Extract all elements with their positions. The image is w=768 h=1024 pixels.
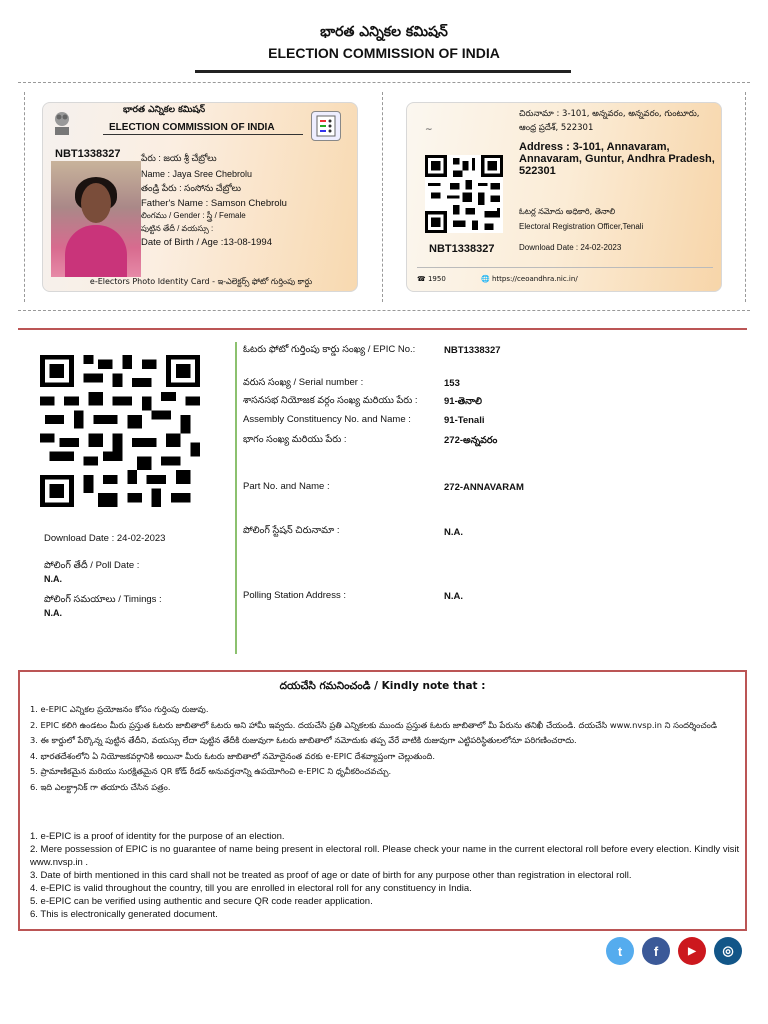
card-title-underline <box>103 134 303 135</box>
header-title-telugu: భారత ఎన్నికల కమిషన్ <box>320 24 448 40</box>
constituency-label: Assembly Constituency No. and Name : <box>243 414 411 425</box>
helpline-number: 1950 <box>427 275 446 283</box>
notes-telugu <box>30 702 740 795</box>
panel-divider <box>235 342 237 654</box>
address-telugu: చిరునామా : 3-101, అన్నవరం, అన్నవరం, గుంటూరు, ఆంధ్ర ప్రదేశ్, 522301 <box>519 109 700 133</box>
voter-photo <box>51 161 141 277</box>
cut-line-middle <box>382 92 383 302</box>
card-title: ELECTION COMMISSION OF INDIA <box>109 122 275 133</box>
notes-english <box>30 830 740 921</box>
note-te-2: 2. EPIC కలిగి ఉండటం మీరు ప్రస్తుత ఓటరు జాబితాలో ఓటరు అని హామీ ఇవ్వదు. దయచేసి ప్రతి ఎన్నికలకు ముందు ప్రస్తుత ఓటరు జాబితాలో మీ పేరును తనిఖీ చేయండి. దయచేసి www.nvsp.in ని సందర్శించండి <box>30 719 718 730</box>
name-english: Name : Jaya Sree Chebrolu <box>141 169 253 179</box>
constituency-value: 91-Tenali <box>444 415 485 426</box>
polling-station-value-telugu: N.A. <box>444 527 463 538</box>
polling-station-label-telugu: పోలింగ్ స్టేషన్ చిరునామా : <box>243 525 340 536</box>
qr-code-icon <box>40 355 200 507</box>
address-english: Address : 3-101, Annavaram, Annavaram, Guntur, Andhra Pradesh, 522301 <box>519 141 715 177</box>
signature-mark: ~ <box>425 125 433 135</box>
evm-logo-icon <box>311 111 341 141</box>
constituency-label-telugu: శాసనసభ నియోజక వర్గం సంఖ్య మరియు పేరు : <box>243 395 418 406</box>
note-en-5: 5. e-EPIC can be verified using authentic and secure QR code reader application. <box>30 896 373 907</box>
note-en-6: 6. This is electronically generated document. <box>30 909 218 920</box>
national-emblem-icon <box>51 109 73 137</box>
website: 🌐 https://ceoandhra.nic.in/ <box>481 275 578 283</box>
constituency-value-telugu: 91-తెనాలి <box>444 396 482 407</box>
father-name-english: Father's Name : Samson Chebrolu <box>141 198 287 209</box>
facebook-icon[interactable]: f <box>642 937 670 965</box>
dob-label-telugu: పుట్టిన తేదీ / వయస్సు : <box>141 224 214 233</box>
card-title-telugu: భారత ఎన్నికల కమిషన్ <box>123 105 206 115</box>
helpline: ☎ 1950 <box>417 275 446 283</box>
note-te-1: 1. e-EPIC ఎన్నికల ప్రయోజనం కోసం గుర్తింపు రుజువు. <box>30 704 209 714</box>
part-value-telugu: 272-అన్నవరం <box>444 435 498 446</box>
date-of-birth: Date of Birth / Age :13-08-1994 <box>141 237 272 248</box>
ero-telugu: ఓటర్ల నమోదు అధికారి, తెనాలి <box>519 207 616 216</box>
cut-line-right <box>745 92 746 302</box>
card-footer: e-Electors Photo Identity Card - ఇ-ఎలెక్టర్స్ ఫోటో గుర్తింపు కార్డు <box>89 277 313 286</box>
serial-number-value: 153 <box>444 378 460 389</box>
name-telugu: పేరు : జయ శ్రీ చేబ్రోలు <box>141 153 217 163</box>
header-title: ELECTION COMMISSION OF INDIA <box>268 45 500 61</box>
website-url: https://ceoandhra.nic.in/ <box>491 275 578 283</box>
note-en-4: 4. e-EPIC is valid throughout the country, till you are enrolled in electoral roll for any constituency in India. <box>30 883 472 894</box>
cut-line-left <box>24 92 25 302</box>
qr-code-small-icon <box>425 155 503 233</box>
polling-station-value: N.A. <box>444 591 463 602</box>
ero-english: Electoral Registration Officer,Tenali <box>519 222 644 231</box>
poll-date-label: పోలింగ్ తేదీ / Poll Date : <box>44 560 140 571</box>
twitter-icon[interactable]: t <box>606 937 634 965</box>
epic-no-value: NBT1338327 <box>444 345 501 356</box>
cut-line-top <box>18 82 750 83</box>
note-te-4: 4. భారతదేశంలోని ఏ నియోజకవర్గానికి అయినా మీరు ఓటరు జాబితాలో నమోదైనంత వరకు e-EPIC దేశవ్యాప్తంగా చెల్లుతుంది. <box>30 750 436 761</box>
note-en-1: 1. e-EPIC is a proof of identity for the purpose of an election. <box>30 831 285 842</box>
father-name-telugu: తండ్రి పేరు : సంసోను చేబ్రోలు <box>141 183 241 193</box>
serial-number-label: వరుస సంఖ్య / Serial number : <box>243 377 364 388</box>
epic-number: NBT1338327 <box>55 148 121 160</box>
epic-number-back: NBT1338327 <box>429 243 495 255</box>
polling-station-label: Polling Station Address : <box>243 590 346 601</box>
notes-title: దయచేసి గమనించండి / Kindly note that : <box>279 680 486 692</box>
part-label: Part No. and Name : <box>243 481 330 492</box>
part-value: 272-ANNAVARAM <box>444 482 524 493</box>
instagram-icon[interactable]: ◎ <box>714 937 742 965</box>
divider-top <box>18 328 747 330</box>
cut-line-bottom <box>18 310 750 311</box>
youtube-icon[interactable]: ▶ <box>678 937 706 965</box>
note-te-6: 6. ఇది ఎలక్ట్రానిక్ గా తయారు చేసిన పత్రం. <box>30 781 171 792</box>
note-te-5: 5. ప్రామాణికమైన మరియు సురక్షితమైన QR కోడ్ రీడర్ అనువర్తనాన్ని ఉపయోగించి e-EPIC ని ధృవీకరించవచ్చు. <box>30 766 392 776</box>
poll-date-value: N.A. <box>44 574 62 584</box>
card-separator <box>417 267 713 268</box>
timings-label: పోలింగ్ సమయాలు / Timings : <box>44 594 162 605</box>
notes-box <box>18 670 747 931</box>
timings-value: N.A. <box>44 608 62 618</box>
note-en-2: 2. Mere possession of EPIC is no guarantee of name being present in electoral roll. Please check your name in the current electoral roll before every election. Kindly visit www.nvsp.in . <box>30 844 740 868</box>
download-date-card: Download Date : 24-02-2023 <box>519 243 622 252</box>
epic-card-back <box>406 102 722 292</box>
epic-no-label: ఓటరు ఫోటో గుర్తింపు కార్డు సంఖ్య / EPIC No.: <box>243 344 416 355</box>
header-underline <box>195 70 571 73</box>
gender: లింగము / Gender : స్త్రీ / Female <box>141 211 246 220</box>
epic-card-front <box>42 102 358 292</box>
download-date: Download Date : 24-02-2023 <box>44 533 166 544</box>
part-label-telugu: భాగం సంఖ్య మరియు పేరు : <box>243 434 347 445</box>
note-te-3: 3. ఈ కార్డులో పేర్కొన్న పుట్టిన తేదీని, వయస్సు లేదా పుట్టిన తేదీకి రుజువుగా ఓటరు జాబితాలో నమోదుకు తప్ప వేరే వాటికి రుజువుగా ఎట్టిపరిస్థితులలోనూ పరిగణించరాదు. <box>30 735 577 745</box>
note-en-3: 3. Date of birth mentioned in this card shall not be treated as proof of age or date of birth for any purpose other than registration in electoral roll. <box>30 870 632 881</box>
